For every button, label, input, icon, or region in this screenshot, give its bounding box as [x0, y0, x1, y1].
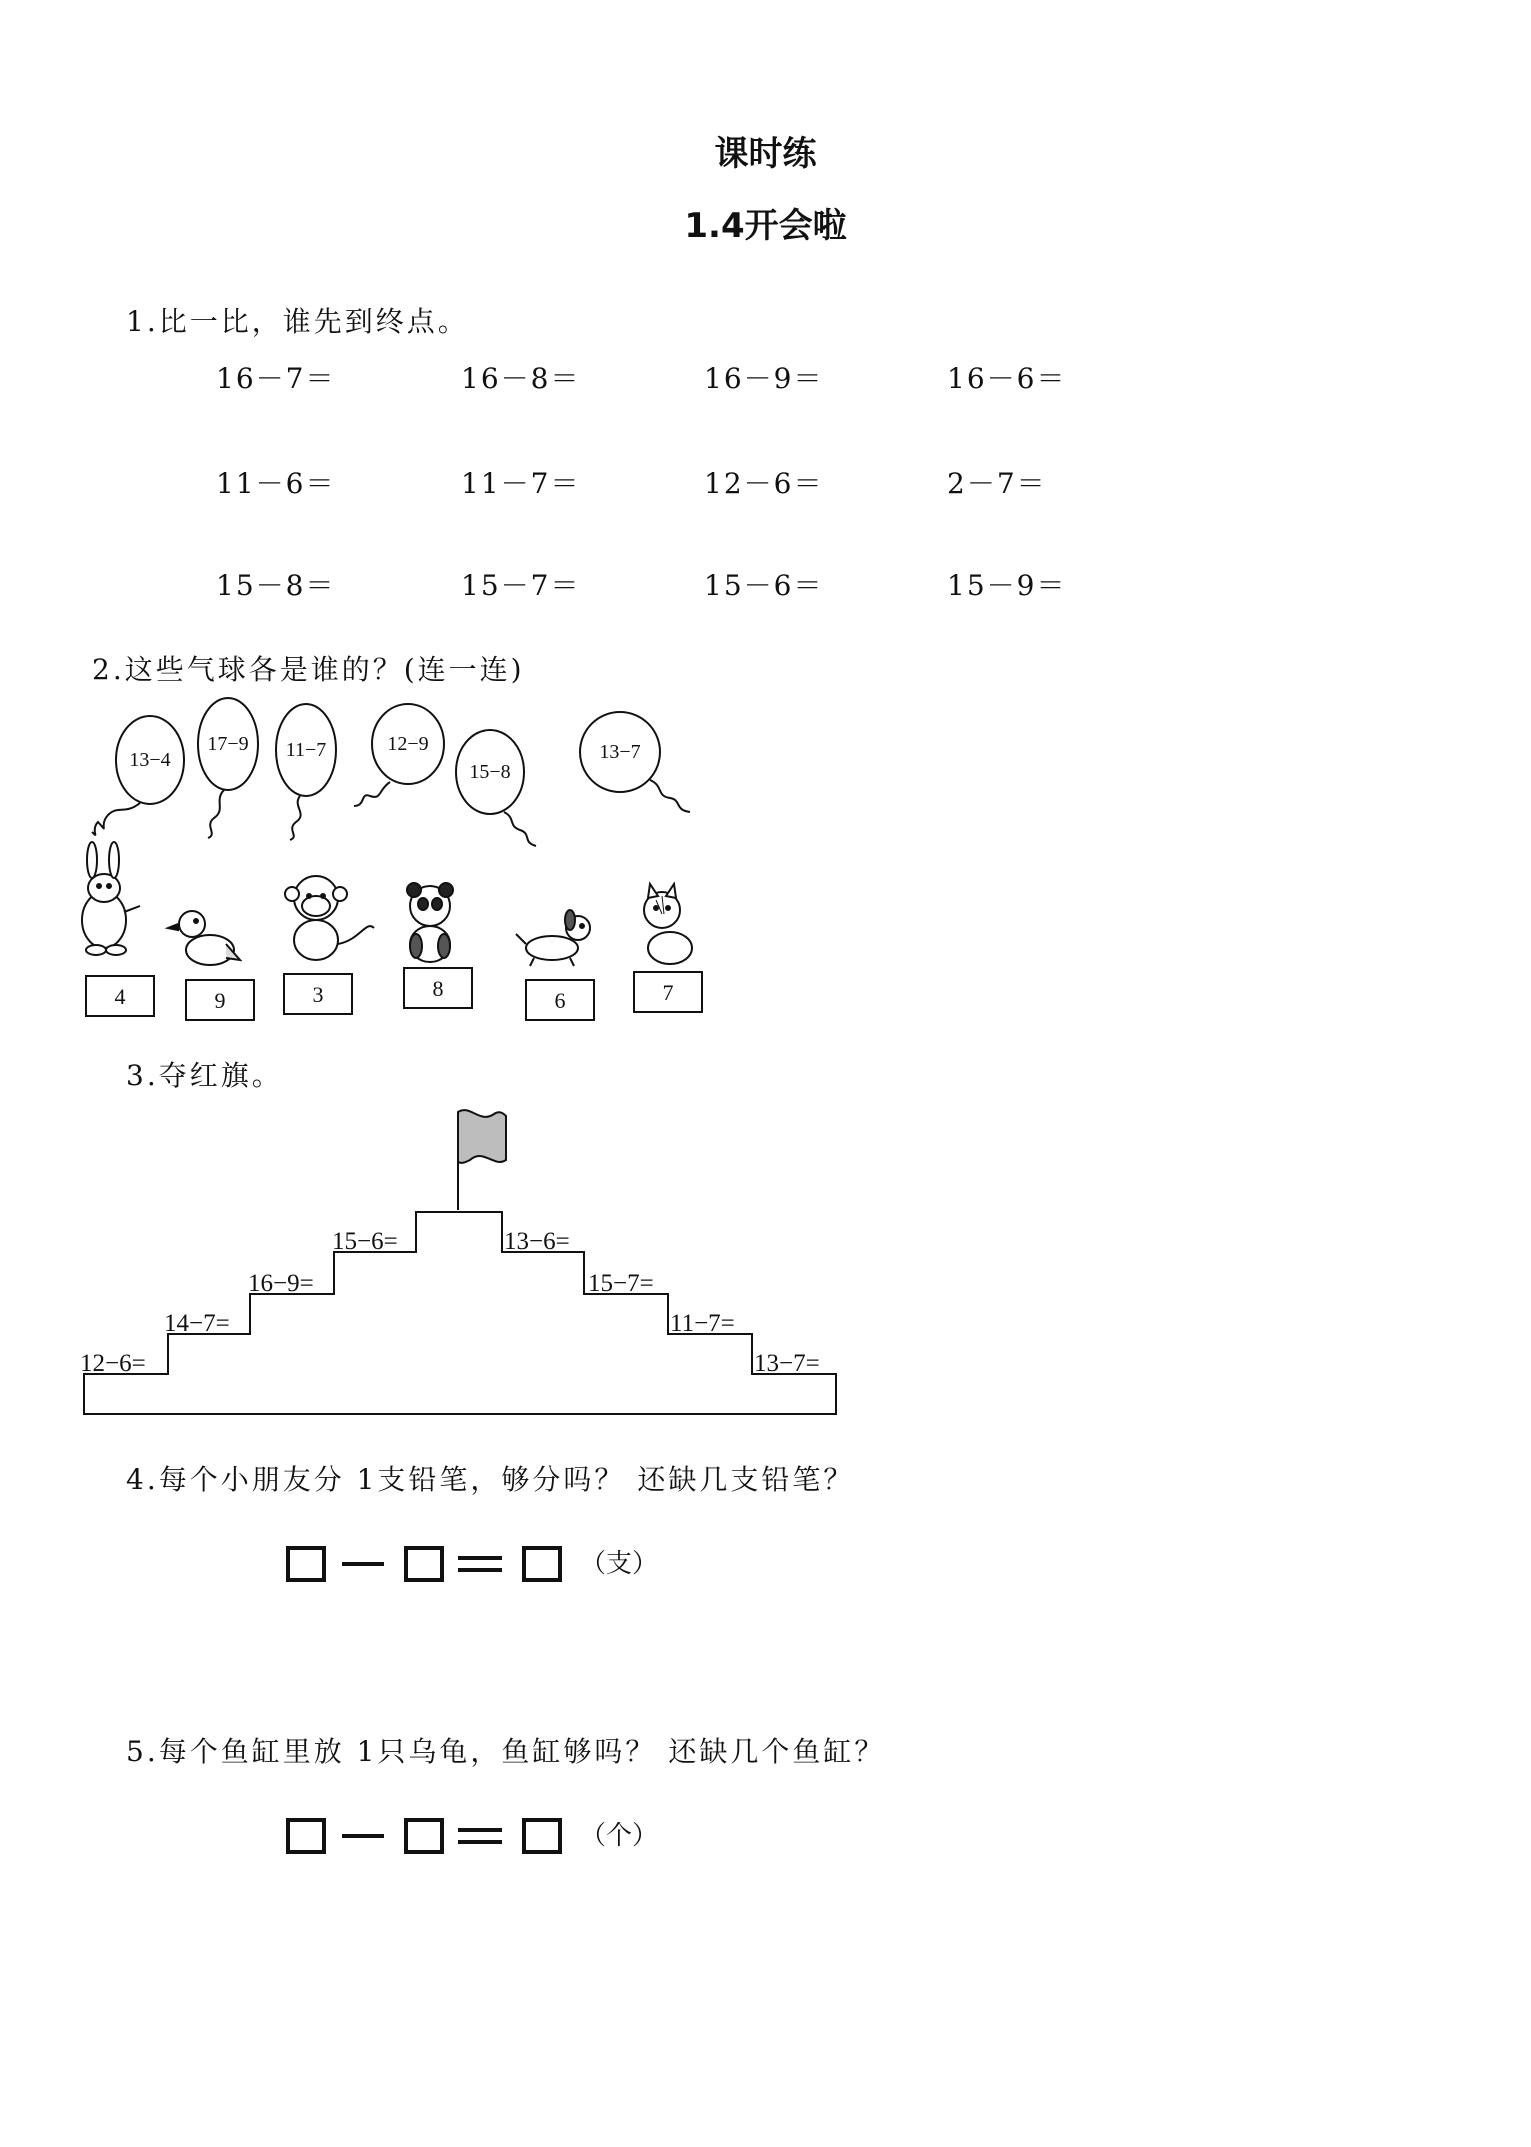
- q1-equation: 15－6＝: [704, 569, 824, 602]
- equals-sign-top: [458, 1828, 502, 1832]
- animal-number-box: [86, 976, 154, 1016]
- q5-answer-row: [280, 1812, 580, 1862]
- balloon-label: 15−8: [469, 761, 511, 783]
- q4-answer-row: [280, 1540, 580, 1590]
- answer-box[interactable]: [406, 1548, 442, 1580]
- rabbit-icon: [82, 842, 140, 955]
- q1-equation: 11－7＝: [461, 467, 581, 500]
- q1-equation: 16－9＝: [704, 362, 824, 395]
- q1-equation: 2－7＝: [947, 467, 1047, 500]
- balloon[interactable]: [456, 730, 536, 846]
- balloon[interactable]: [276, 704, 336, 840]
- stair-step-left: 12−6=: [80, 1350, 146, 1377]
- minus-sign: [342, 1562, 384, 1566]
- balloon[interactable]: [92, 716, 184, 835]
- answer-box[interactable]: [524, 1820, 560, 1852]
- balloon-label: 11−7: [285, 739, 327, 761]
- answer-box[interactable]: [406, 1820, 442, 1852]
- animal-number-box: [284, 974, 352, 1014]
- stair-step-right: 15−7=: [588, 1270, 654, 1297]
- equals-sign-top: [458, 1556, 502, 1560]
- balloon-label: 13−7: [599, 741, 641, 763]
- q1-equation: 15－7＝: [461, 569, 581, 602]
- q5-unit: （个）: [580, 1821, 659, 1851]
- page-title: 课时练: [714, 134, 817, 174]
- answer-box[interactable]: [288, 1548, 324, 1580]
- animal-number-box: [526, 980, 594, 1020]
- stair-step-left: 16−9=: [248, 1270, 314, 1297]
- dog-icon: [516, 910, 590, 966]
- balloon[interactable]: [354, 704, 444, 806]
- balloon[interactable]: [198, 698, 258, 838]
- question-1-prompt: 1.比一比，谁先到终点。: [126, 305, 469, 338]
- animal-number: 8: [432, 976, 444, 1001]
- stair-step-right: 13−6=: [504, 1228, 570, 1255]
- balloon-label: 13−4: [129, 749, 171, 771]
- animal-number-box: [634, 972, 702, 1012]
- duck-icon: [168, 911, 240, 965]
- q1-equation: 12－6＝: [704, 467, 824, 500]
- animal-number-box: [404, 968, 472, 1008]
- animal-number: 6: [554, 988, 566, 1013]
- cat-icon: [644, 884, 692, 964]
- balloon-label: 12−9: [387, 733, 429, 755]
- q1-equation: 11－6＝: [216, 467, 336, 500]
- monkey-icon: [285, 876, 374, 960]
- q1-equation: 16－6＝: [947, 362, 1067, 395]
- equals-sign-bottom: [458, 1840, 502, 1844]
- stair-step-right: 13−7=: [754, 1350, 820, 1377]
- answer-box[interactable]: [288, 1820, 324, 1852]
- animal-number: 9: [214, 988, 226, 1013]
- q1-equation: 16－8＝: [461, 362, 581, 395]
- q1-equation: 15－9＝: [947, 569, 1067, 602]
- animal-number: 7: [662, 980, 674, 1005]
- lesson-title: 1.4开会啦: [684, 206, 847, 246]
- answer-box[interactable]: [524, 1548, 560, 1580]
- q1-equation: 15－8＝: [216, 569, 336, 602]
- equals-sign-bottom: [458, 1568, 502, 1572]
- animal-number: 4: [114, 984, 126, 1009]
- question-4-prompt: 4.每个小朋友分 1支铅笔，够分吗？ 还缺几支铅笔？: [126, 1463, 855, 1496]
- question-2-prompt: 2.这些气球各是谁的？(连一连): [92, 653, 525, 686]
- stair-step-left: 15−6=: [332, 1228, 398, 1255]
- balloon-label: 17−9: [207, 733, 249, 755]
- q1-equation: 16－7＝: [216, 362, 336, 395]
- animal-number-box: [186, 980, 254, 1020]
- question-5-prompt: 5.每个鱼缸里放 1只乌龟，鱼缸够吗？ 还缺几个鱼缸？: [126, 1735, 886, 1768]
- animal-number: 3: [312, 982, 324, 1007]
- question-3-prompt: 3.夺红旗。: [126, 1059, 283, 1092]
- q4-unit: （支）: [580, 1549, 659, 1579]
- stair-step-right: 11−7=: [670, 1310, 735, 1337]
- panda-icon: [407, 883, 453, 962]
- stair-step-left: 14−7=: [164, 1310, 230, 1337]
- minus-sign: [342, 1834, 384, 1838]
- balloon[interactable]: [580, 712, 690, 812]
